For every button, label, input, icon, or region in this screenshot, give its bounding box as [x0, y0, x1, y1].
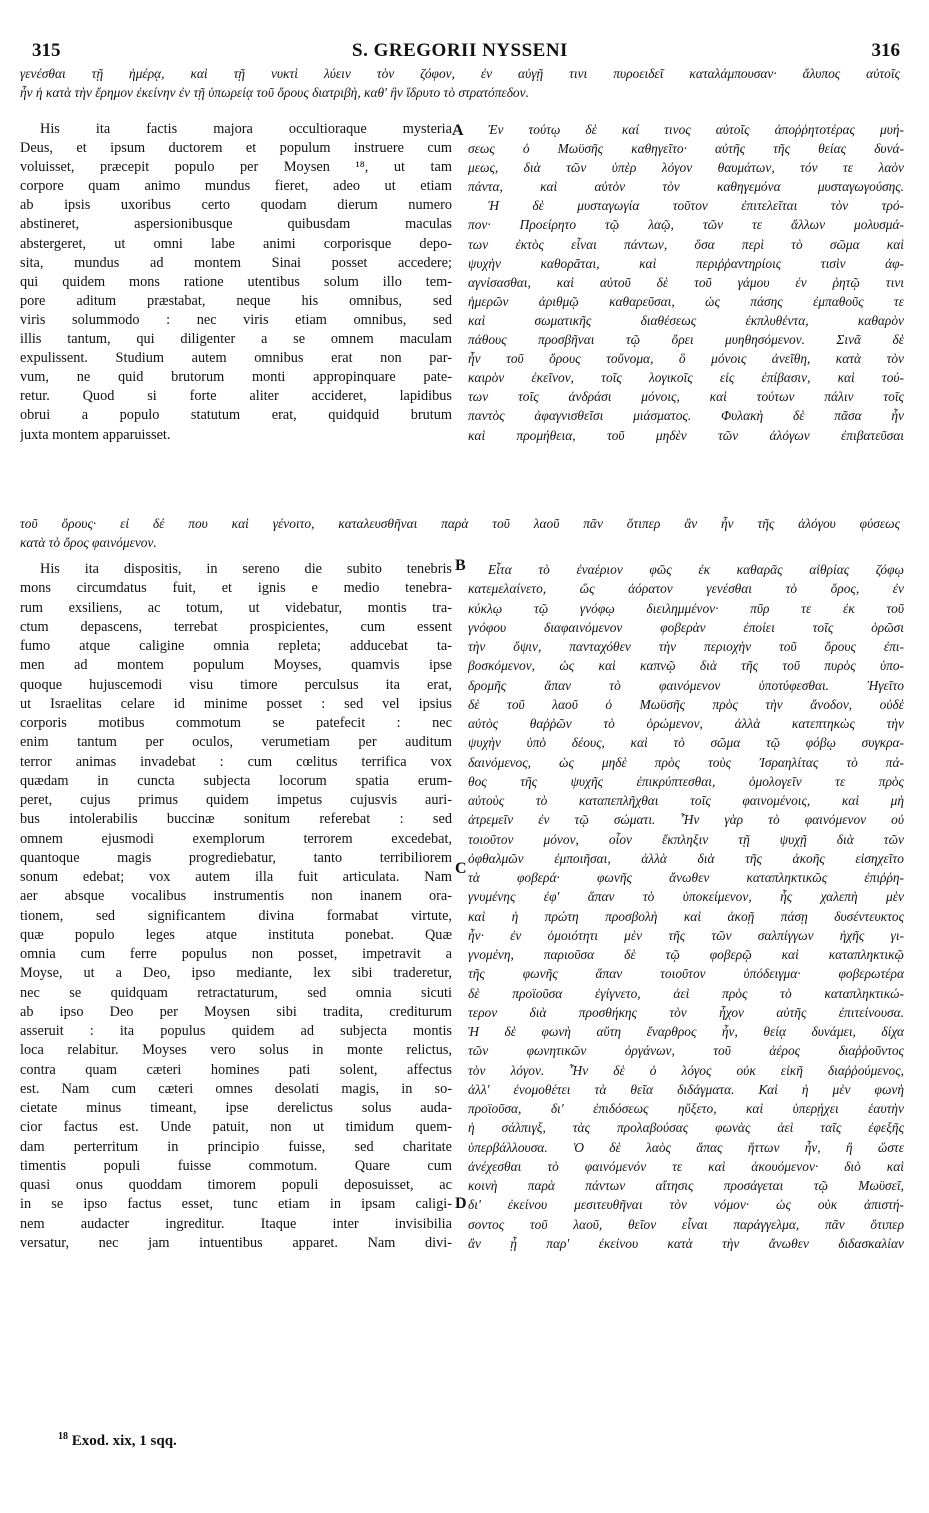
greek-column-part-2: [468, 560, 904, 1253]
text-line: sonum edebat; vox autem illa fuit articulata. Nam: [20, 869, 452, 885]
text-line: quasi onus quoddam timorem populi deposuisset, ac: [20, 1177, 452, 1193]
text-line: peret, cujus primus quidem impetus cujusvis auri-: [20, 792, 452, 808]
text-line: ἀτρεμεῖν ἐν τῷ σώματι. Ἦν γὰρ τὸ φαινόμενον οὐ: [468, 812, 904, 828]
text-line: καὶ προμήθεια, τοῦ μηδὲν τῶν ἀλόγων ἐπιβατεῦσαι: [468, 427, 904, 443]
text-line: cietate minus timeant, ipse derelictus solus auda-: [20, 1100, 452, 1116]
text-line: quæ populo leges atque instituta ponebat. Quæ: [20, 926, 452, 943]
text-line: τὸν λόγον. Ἦν δὲ ὁ λόγος οὐκ εἰκῆ διαῤῥούμενος,: [468, 1062, 904, 1078]
text-line: bus intolerabilis buccinæ sonitum referebat : sed: [20, 811, 452, 828]
text-line: ἦν· ἐν ὁμοιότητι μὲν τῆς τῶν σαλπίγγων ἠχῆς γι-: [468, 927, 904, 943]
text-line: Ἐν τούτῳ δὲ καί τινος αὐτοῖς ἀποῤῥητοτέρας μυή-: [488, 122, 904, 137]
text-line: est. Nam cum cæteri omnes desolati magis, in so-: [20, 1080, 452, 1097]
text-line: δαινόμενος, ὡς μηδὲ πρὸς τοὺς Ἰσραηλίτας τὸ πά-: [468, 754, 904, 770]
text-line: τῶν φωνητικῶν ὀργάνων, τοῦ ἀέρος διαῤῥοῦντος: [468, 1043, 904, 1059]
text-line: πάντα, καὶ αὐτὸν τὸν καθηγεμόνα μυσταγωγούσης.: [468, 179, 904, 195]
text-line: γνομένη, παριοῦσα δὲ τῷ φοβερῷ καὶ καταπληκτικῷ: [468, 947, 904, 962]
text-line: πον· Προείρητο τῷ λαῷ, τῶν τε ἄλλων μολυσμά-: [468, 217, 904, 233]
text-line: ψυχὴν καθορᾶται, καὶ περιῤῥαντηρίοις τισὶν ἀφ-: [468, 255, 904, 271]
text-line: nem audacter ingreditur. Itaque inter invisibilia: [20, 1215, 452, 1232]
latin-paragraph: [20, 560, 452, 1253]
section-marker-d: D: [455, 1195, 467, 1212]
text-line: γνόφου διαφαινόμενον φοβερὰν ἐποίει τοῖς ὁρῶσι: [468, 619, 904, 635]
text-line: timentis populi fuisse commotum. Quare cum: [20, 1157, 452, 1174]
text-line: των τοῖς ἀνδράσι μόνοις, καὶ τούτων πάλιν τοῖς: [468, 389, 904, 405]
text-line: asseruit : ita populus quidem ad subjecta montis: [20, 1023, 452, 1039]
text-line: καιρὸν ἐκεῖνον, τοῖς λογικοῖς εἰς ἐπίβασιν, καὶ τού-: [468, 370, 904, 386]
text-line: ὑπερβάλλουσα. Ὁ δὲ λαὸς ἅπας ἥττων ἦν, ἢ ὥστε: [468, 1139, 904, 1155]
text-line: αγνίσασθαι, καὶ αὐτοῦ δὲ τοῦ γάμου ἐν ῥητῷ τινι: [468, 274, 904, 290]
text-line: retur. Quod si forte aliter accideret, lapidibus: [20, 388, 452, 405]
text-line: qui quidem mons ratione utentibus solum illo tem-: [20, 273, 452, 290]
text-line: προϊοῦσα, δι' ἐπιδόσεως ηὔξετο, καὶ ὑπερῄχει ἑαυτὴν: [468, 1101, 904, 1116]
text-line: dam perterritum in principio fuisse, sed charitate: [20, 1138, 452, 1155]
section-marker-c: C: [455, 860, 467, 877]
text-line: quædam in cuncta subjecta locorum spatia erum-: [20, 772, 452, 789]
greek-continuation-line-1: γενέσθαι τῇ ἡμέρᾳ, καὶ τῇ νυκτὶ λύειν τὸν ζόφον, ἐν αὐγῇ τινι πυροειδεῖ καταλάμπουσαν· ἄλυπος αὐτοῖς: [20, 66, 900, 81]
text-line: καὶ σωματικῆς διαθέσεως ἐκπλυθέντα, καθαρὸν: [468, 312, 904, 328]
greek-column-part-1: [468, 120, 904, 445]
text-line: σοντος τοῦ λαοῦ, θεῖον εἶναι παράγγελμα, πᾶν ὅτιπερ: [468, 1216, 904, 1232]
text-line: ὀφθαλμῶν ἐμποιῆσαι, ἀλλὰ διὰ τῆς ἀκοῆς εἰσηχεῖτο: [468, 850, 904, 866]
running-header: [20, 40, 900, 64]
text-line: Moyse, ut a Deo, ipso mediante, lex sibi traderetur,: [20, 965, 452, 982]
text-line: ἡμερῶν ἀριθμῷ καθαρεῦσαι, ὡς πάσης ἐμπαθοῦς τε: [468, 293, 904, 309]
text-line: ἀλλ' ἐνομοθέτει τὰ θεῖα διδάγματα. Καὶ ἡ μὲν φωνὴ: [468, 1081, 904, 1097]
greek-paragraph: [468, 560, 904, 1253]
text-line: omnem ejusmodi exemplorum terrorem excedebat,: [20, 830, 452, 847]
text-line: men ad montem populum Moyses, quamvis ipse: [20, 657, 452, 674]
text-line: His ita dispositis, in sereno die subito tenebris: [40, 561, 452, 577]
text-line: omnia cum ferre populus non posset, impetravit a: [20, 946, 452, 962]
text-line: rum exsiliens, ac totum, ut videbatur, montis tra-: [20, 599, 452, 616]
latin-column-part-1: [20, 120, 452, 445]
text-line: τὴν ὄψιν, πανταχόθεν τὴν περιοχὴν τοῦ ὄρους ἐπι-: [468, 639, 904, 654]
footnote-text: Exod. xix, 1 sqq.: [71, 1433, 177, 1449]
text-line: ἦν τοῦ ὄρους τοὔνομα, ὃ μόνοις ἀνεῖθη, κατὰ τὸν: [468, 351, 904, 367]
text-line: aer absque vocalibus instrumentis non inanem ora-: [20, 888, 452, 905]
text-line: voluisset, præcepit populo per Moysen ¹⁸, ut tam: [20, 159, 452, 176]
text-line: Ἡ δὲ μυσταγωγία τοῦτον ἐπιτελεῖται τὸν τρό-: [488, 198, 904, 214]
page-number-left: 315: [32, 40, 61, 61]
latin-paragraph: [20, 120, 452, 445]
section-marker-a: A: [452, 122, 464, 139]
text-line: ab ipsis uxoribus certo quodam dierum numero: [20, 197, 452, 214]
text-line: δρομῆς ἅπαν τὸ φαινόμενον ὑποτύφεσθαι. Ἡγεῖτο: [468, 677, 904, 693]
text-line: His ita factis majora occultioraque mysteria: [40, 121, 452, 137]
text-line: Deus, et ipsum ductorem et populum instruere cum: [20, 140, 452, 157]
text-line: παντὸς ἀφαγνισθεῖσι μιάσματος. Φυλακὴ δὲ πᾶσα ἦν: [468, 408, 904, 424]
text-line: versatur, nec jam intuentibus apparet. Nam divi-: [20, 1234, 452, 1251]
footnote: [58, 1431, 177, 1450]
text-line: ἀνέχεσθαι τὸ φαινόμενόν τε καὶ ἀκουόμενον· διὸ καὶ: [468, 1158, 904, 1174]
text-line: των ἐκτὸς εἶναι πάντων, ὅσα περὶ τὸ σῶμα καὶ: [468, 236, 904, 252]
text-line: mons circumdatus fuit, et ignis e medio tenebra-: [20, 580, 452, 597]
text-line: βοσκόμενον, ὡς καὶ καπνῷ διὰ τῆς τοῦ πυρὸς ὑπο-: [468, 658, 904, 674]
text-line: ctum depascens, terrebat prospicientes, cum essent: [20, 618, 452, 635]
text-line: κοινὴ παρὰ πάντων αἴτησις προσάγεται τῷ Μωϋσεῖ,: [468, 1178, 904, 1193]
text-line: obrui a populo statutum erat, quidquid brutum: [20, 407, 452, 424]
text-line: θος τῆς ψυχῆς ἐπικρύπτεσθαι, ὁμολογεῖν τε πρὸς: [468, 773, 904, 789]
footnote-number: 18: [58, 1431, 68, 1442]
text-line: sita, mundus ad montem Sinai posset accedere;: [20, 254, 452, 271]
greek-continuation-line-2: ἦν ἡ κατὰ τὴν ἔρημον ἐκείνην ἐν τῇ ὑπωρείᾳ τοῦ ὄρους διατριβὴ, καθ' ἣν ἵδρυτο τὸ στρατόπεδον.: [20, 85, 529, 100]
text-line: σεως ὁ Μωϋσῆς καθηγεῖτο· αὐτῆς τῆς θείας δυνά-: [468, 141, 904, 157]
text-line: τῆς φωνῆς ἅπαν τοιοῦτον ὑπόδειγμα· φοβερωτέρα: [468, 966, 904, 982]
page-number-right: 316: [871, 40, 900, 61]
text-line: contra quam cæteri homines pati solent, affectus: [20, 1061, 452, 1078]
text-line: in se ipso factus esset, tunc etiam in ipsam caligi-: [20, 1196, 452, 1213]
text-line: Ἡ δὲ φωνὴ αὕτη ἔναρθρος ἦν, θείᾳ δυνάμει, δίχα: [468, 1024, 904, 1039]
text-line: terror animas invadebat : cum cœlitus terrifica vox: [20, 753, 452, 770]
text-line: ψυχὴν ὑπὸ δέους, καὶ τὸ σῶμα τῷ φόβῳ συγκρα-: [468, 735, 904, 751]
text-line: pore aditum præstabat, neque his omnibus, sed: [20, 292, 452, 309]
text-line: ut Israelitas celare id minime posset : sed vel ipsius: [20, 695, 452, 712]
text-line: ab ipso Deo per Moysen sibi tradita, crediturum: [20, 1003, 452, 1020]
text-line: δι' ἐκείνου μεσιτευθῆναι τὸν νόμον· ὡς οὐκ ἀπιστή-: [468, 1197, 904, 1213]
latin-column-part-2: [20, 560, 452, 1253]
text-line: ἂν ᾖ παρ' ἐκείνου κατὰ τὴν ἄνωθεν διδασκαλίαν: [468, 1235, 904, 1251]
text-line: τερον διὰ προσθήκης τὸν ἦχον αὐτῆς ἐπιτείνουσα.: [468, 1004, 904, 1020]
greek-paragraph: [468, 120, 904, 445]
text-line: illis tantum, qui diligenter a se omnem maculam: [20, 331, 452, 348]
text-line: enim tantum per oculos, verumetiam per auditum: [20, 734, 452, 751]
text-line: quantoque magis progrediebatur, tanto terribiliorem: [20, 849, 452, 866]
text-line: αὐτὸς θαῤῥῶν τὸ ὁρώμενον, ἀλλὰ κατεπτηκὼς τὴν: [468, 716, 904, 731]
text-line: καὶ ἡ πρώτη προσβολὴ καὶ ἀκοῇ πάσῃ δυσέντευκτος: [468, 908, 904, 924]
text-line: tionem, sed significantem divina formabat virtute,: [20, 907, 452, 924]
text-line: corporis motibus commotum se patefecit : nec: [20, 715, 452, 731]
text-line: δὲ τοῦ λαοῦ ὁ Μωϋσῆς πρὸς τὴν ἄνοδον, οὐδὲ: [468, 696, 904, 712]
text-line: κύκλῳ τῷ γνόφῳ διειλημμένον· πῦρ τε ἐκ τοῦ: [468, 600, 904, 616]
text-line: μεως, διὰ τῶν ὑπὲρ λόγον θαυμάτων, τόν τε λαὸν: [468, 160, 904, 176]
text-line: nec se quidquam retractaturum, sed omnia sicuti: [20, 984, 452, 1001]
text-line: τοιοῦτον μόνον, οἷον ἔκπληξιν τῇ ψυχῇ διὰ τῶν: [468, 831, 904, 847]
text-line: vum, ne quid brutorum monti appropinquare pate-: [20, 369, 452, 386]
text-line: cior factus est. Unde patuit, non ut timidum quem-: [20, 1119, 452, 1136]
text-line: juxta montem apparuisset.: [20, 426, 171, 443]
text-line: loca relabitur. Moyses vero solus in monte relictus,: [20, 1042, 452, 1059]
section-marker-b: B: [455, 557, 466, 574]
text-line: viris solummodo : nec viris etiam omnibus, sed: [20, 311, 452, 328]
text-line: corpore quam animo mundus fieret, adeo ut etiam: [20, 178, 452, 195]
greek-bridge-line-2: κατὰ τὸ ὄρος φαινόμενον.: [20, 535, 157, 550]
running-title: S. GREGORII NYSSENI: [352, 40, 568, 61]
text-line: τὰ φοβερά· φωνῆς ἄνωθεν καταπληκτικῶς ἐπιῤῥη-: [468, 870, 904, 885]
text-line: πάθους προσβῆναι τῷ ὄρει μυηθησόμενον. Σινᾶ δὲ: [468, 332, 904, 348]
text-line: ἡ σάλπιγξ, τὰς προλαβούσας φωνὰς ἀεὶ ταῖς ἐφεξῆς: [468, 1120, 904, 1136]
greek-bridge-line-1: τοῦ ὄρους· εἰ δέ που καὶ γένοιτο, καταλευσθῆναι παρὰ τοῦ λαοῦ πᾶν ὅτιπερ ἂν ἦν τῆς ἀλόγου φύσεως: [20, 516, 900, 531]
text-line: abstineret, aspersionibusque quibusdam maculas: [20, 216, 452, 233]
text-line: abstergeret, ut omni labe animi corporisque depo-: [20, 235, 452, 252]
text-line: expulissent. Studium autem omnibus erat non par-: [20, 350, 452, 367]
text-line: δὲ προϊοῦσα ἐγίγνετο, ἀεὶ πρὸς τὸ καταπληκτικώ-: [468, 985, 904, 1001]
text-line: Εἶτα τὸ ἐναέριον φῶς ἐκ καθαρᾶς αἰθρίας ζόφῳ: [488, 562, 904, 577]
text-line: κατεμελαίνετο, ὥς ἀόρατον γενέσθαι τὸ ὄρος, ἐν: [468, 581, 904, 597]
text-line: fumo atque caligine omnia repleta; adducebat ta-: [20, 638, 452, 654]
text-line: quoque hujuscemodi visu timore perculsus ita erat,: [20, 676, 452, 693]
text-line: αὐτοὺς τὸ καταπεπλῆχθαι τοῖς φαινομένοις, καὶ μὴ: [468, 793, 904, 808]
text-line: γνυμένης ἐφ' ἅπαν τὸ ὑποκείμενον, ἧς χαλεπὴ μὲν: [468, 889, 904, 905]
